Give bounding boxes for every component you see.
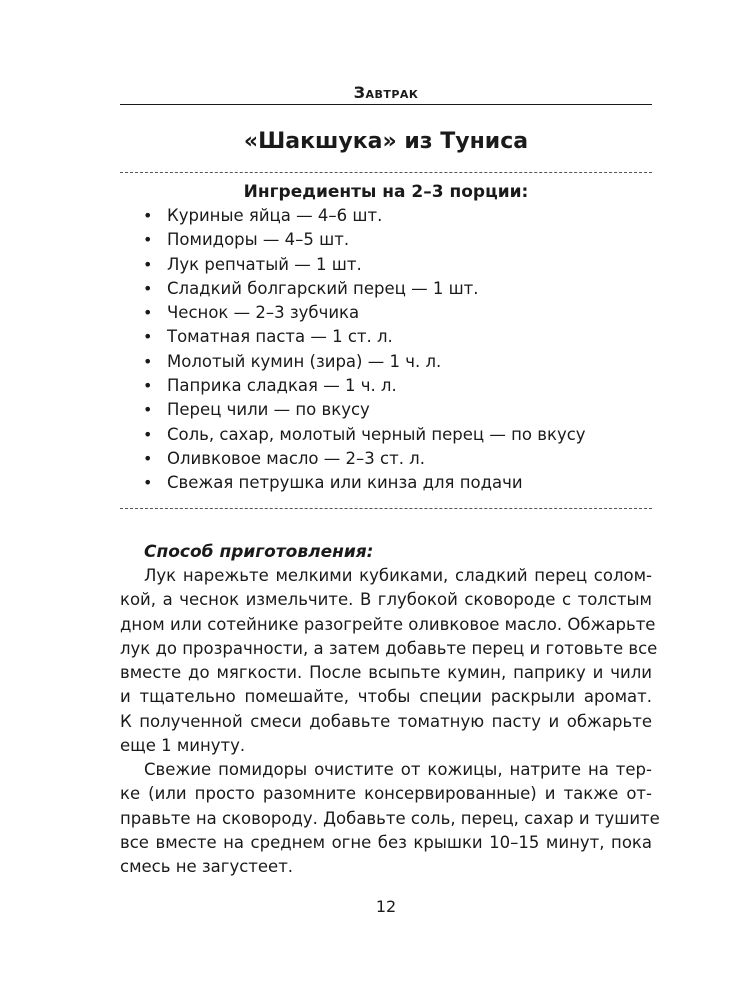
ingredient-item	[120, 204, 652, 228]
ingredient-text: Паприка сладкая — 1 ч. л.	[167, 376, 397, 396]
paragraph-line: Лук нарежьте мелкими кубиками, сладкий перец солом-	[144, 566, 652, 585]
paragraph-line: и тщательно помешайте, чтобы специи раскрыли аромат.	[120, 687, 652, 707]
method-paragraph	[120, 564, 658, 758]
bullet-icon: •	[143, 327, 153, 347]
header-rule	[120, 104, 652, 105]
paragraph-line: все вместе на среднем огне без крышки 10–15 минут, пока	[120, 832, 652, 852]
bullet-icon: •	[143, 278, 153, 298]
bullet-icon: •	[143, 230, 153, 250]
bullet-icon: •	[143, 351, 153, 371]
method-paragraph	[120, 758, 660, 879]
paragraph-line: правьте на сковороду. Добавьте соль, перец, сахар и тушите	[120, 808, 660, 828]
paragraph-line: вместе до мягкости. После всыпьте кумин, паприку и чили	[120, 663, 652, 683]
paragraph-line: ке (или просто разомните консервированные) и также от-	[120, 784, 652, 804]
ingredient-item	[120, 228, 652, 252]
ingredient-text: Сладкий болгарский перец — 1 шт.	[167, 278, 479, 298]
paragraph-line: дном или сотейнике разогрейте оливковое масло. Обжарьте	[120, 614, 656, 634]
ingredient-item	[120, 325, 652, 349]
ingredient-item	[120, 471, 652, 495]
ingredient-item	[120, 277, 652, 301]
ingredient-text: Чеснок — 2–3 зубчика	[167, 303, 360, 323]
ingredient-item	[120, 398, 652, 422]
ingredient-text: Перец чили — по вкусу	[167, 400, 370, 420]
ingredients-heading: Ингредиенты на 2–3 порции:	[243, 182, 529, 202]
ingredient-item	[120, 253, 652, 277]
paragraph-line: смесь не загустеет.	[120, 857, 294, 877]
ingredient-text: Томатная паста — 1 ст. л.	[167, 327, 393, 347]
recipe-title: «Шакшука» из Туниса	[243, 129, 529, 154]
paragraph-line: К полученной смеси добавьте томатную пасту и обжарьте	[120, 711, 652, 731]
ingredient-item	[120, 350, 652, 374]
method-heading: Способ приготовления:	[144, 542, 374, 562]
ingredient-item	[120, 447, 652, 471]
ingredient-text: Лук репчатый — 1 шт.	[167, 254, 362, 274]
ingredients-top-rule	[120, 172, 652, 173]
paragraph-line: еще 1 минуту.	[120, 736, 246, 756]
bullet-icon: •	[143, 448, 153, 468]
bullet-icon: •	[143, 400, 153, 420]
paragraph-line: лук до прозрачности, а затем добавьте перец и готовьте все	[120, 638, 658, 658]
ingredient-item	[120, 423, 652, 447]
bullet-icon: •	[143, 206, 153, 225]
ingredients-list	[120, 204, 652, 496]
ingredient-text: Соль, сахар, молотый черный перец — по вкусу	[167, 424, 586, 444]
page-number: 12	[375, 897, 397, 916]
ingredient-item	[120, 301, 652, 325]
bullet-icon: •	[143, 473, 153, 493]
ingredient-text: Оливковое масло — 2–3 ст. л.	[167, 448, 425, 468]
ingredient-text: Помидоры — 4–5 шт.	[167, 230, 350, 250]
running-head: Завтрак	[353, 83, 419, 102]
ingredient-text: Куриные яйца — 4–6 шт.	[167, 206, 383, 225]
ingredients-bottom-rule	[120, 508, 652, 509]
bullet-icon: •	[143, 424, 153, 444]
bullet-icon: •	[143, 254, 153, 274]
book-page	[120, 0, 660, 1000]
ingredient-text: Свежая петрушка или кинза для подачи	[167, 473, 523, 493]
ingredient-text: Молотый кумин (зира) — 1 ч. л.	[167, 351, 442, 371]
bullet-icon: •	[143, 303, 153, 323]
paragraph-line: Свежие помидоры очистите от кожицы, натрите на тер-	[144, 760, 652, 779]
ingredient-item	[120, 374, 652, 398]
bullet-icon: •	[143, 376, 153, 396]
paragraph-line: кой, а чеснок измельчите. В глубокой сковороде с толстым	[120, 590, 652, 610]
